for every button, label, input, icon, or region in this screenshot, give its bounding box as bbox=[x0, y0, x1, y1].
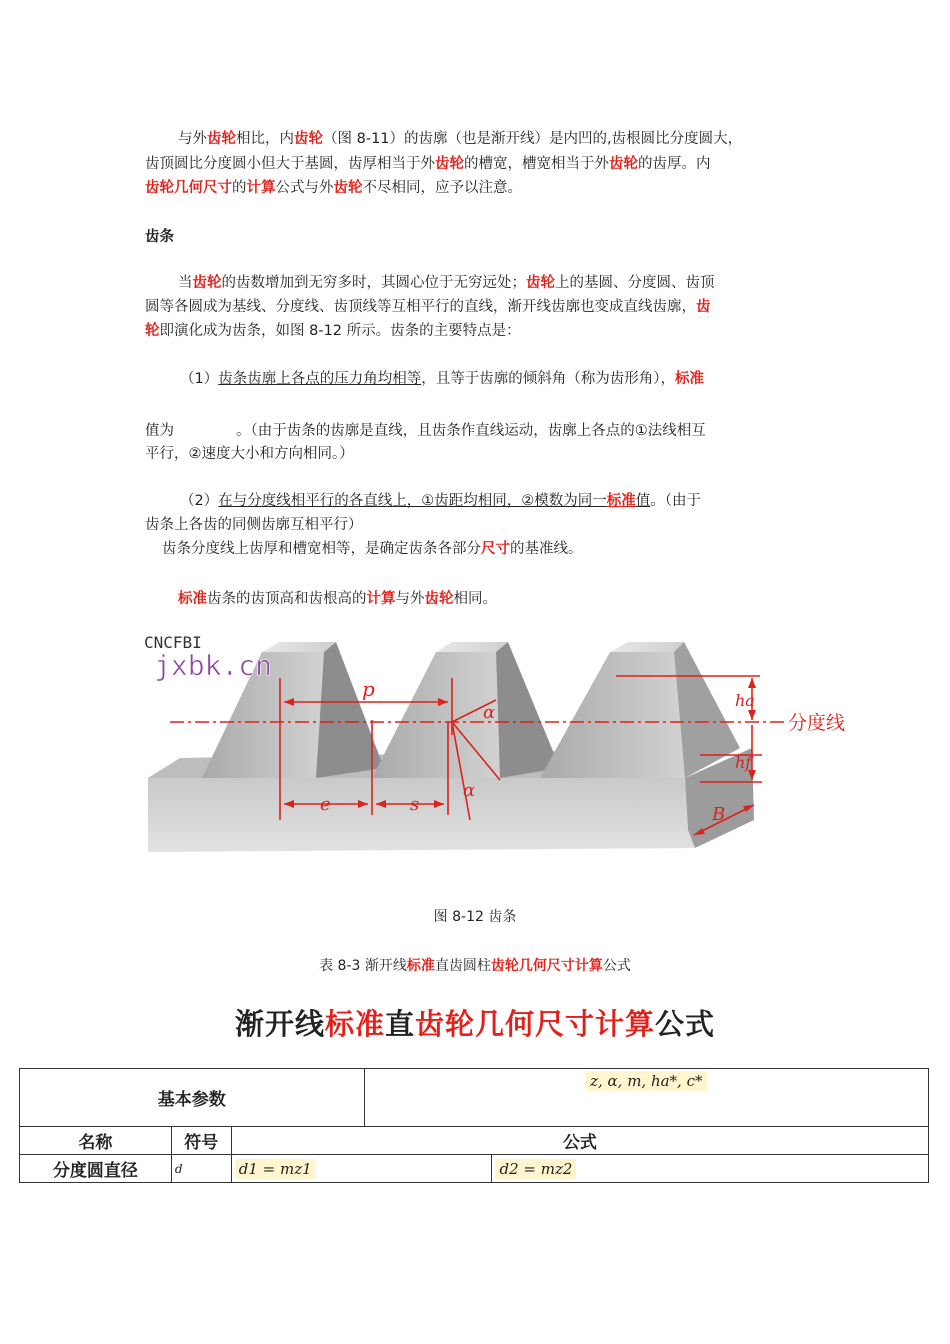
label-alpha-bottom: α bbox=[463, 780, 476, 801]
label-B: B bbox=[712, 804, 726, 825]
para1-line2: 齿顶圆比分度圆小但大于基圆，齿厚相当于外齿轮的槽宽，槽宽相当于外齿轮的齿厚。内 bbox=[145, 156, 711, 172]
table-caption: 表 8-3 渐开线标准直齿圆柱齿轮几何尺寸计算公式 bbox=[319, 958, 631, 974]
basic-params-value: z, α, m, ha*, c* bbox=[586, 1071, 706, 1091]
para2-line3: 轮即演化成为齿条，如图 8-12 所示。齿条的主要特点是： bbox=[145, 323, 521, 339]
basic-params-label: 基本参数 bbox=[20, 1069, 365, 1127]
label-hf: hf bbox=[735, 753, 752, 772]
label-e: e bbox=[320, 794, 331, 815]
rack-figure bbox=[140, 630, 865, 862]
rack-illustration bbox=[140, 630, 865, 862]
label-p: p bbox=[362, 677, 375, 701]
label-alpha-top: α bbox=[483, 702, 496, 723]
heading-rack: 齿条 bbox=[145, 229, 174, 245]
item1-line1: （1）齿条齿廓上各点的压力角均相等，且等于齿廓的倾斜角（称为齿形角），标准 bbox=[180, 371, 704, 387]
watermark: jxbk.cn bbox=[154, 649, 273, 682]
row1-symbol: d bbox=[171, 1155, 231, 1183]
item2-line3: 齿条分度线上齿厚和槽宽相等，是确定齿条各部分尺寸的基准线。 bbox=[162, 541, 583, 557]
figure-caption: 图 8-12 齿条 bbox=[433, 909, 517, 925]
para3: 标准齿条的齿顶高和齿根高的计算与外齿轮相同。 bbox=[178, 591, 497, 607]
label-ha: ha bbox=[735, 691, 755, 710]
row1-formula1: d1 = mz1 bbox=[235, 1159, 316, 1179]
row1-formula2: d2 = mz2 bbox=[495, 1159, 576, 1179]
item1-line2: 值为 。（由于齿条的齿廓是直线，且齿条作直线运动，齿廓上各点的①法线相互 bbox=[145, 423, 706, 439]
table-row bbox=[20, 1069, 929, 1127]
col-symbol: 符号 bbox=[171, 1127, 231, 1155]
table-header-row bbox=[20, 1127, 929, 1155]
para2-line1: 当齿轮的齿数增加到无穷多时，其圆心位于无穷远处；齿轮上的基圆、分度圆、齿顶 bbox=[178, 275, 715, 291]
label-pitch-line: 分度线 bbox=[788, 712, 846, 734]
para1-line3: 齿轮几何尺寸的计算公式与外齿轮不尽相同，应予以注意。 bbox=[145, 180, 522, 196]
col-formula: 公式 bbox=[231, 1127, 928, 1155]
row1-name: 分度圆直径 bbox=[20, 1155, 172, 1183]
formula-table bbox=[19, 1068, 929, 1183]
label-s: s bbox=[410, 794, 420, 815]
item2-line1: （2）在与分度线相平行的各直线上，①齿距均相同，②模数为同一标准值。（由于 bbox=[180, 493, 701, 509]
page-title: 渐开线标准直齿轮几何尺寸计算公式 bbox=[234, 1007, 716, 1041]
para2-line2: 圆等各圆成为基线、分度线、齿顶线等互相平行的直线，渐开线齿廓也变成直线齿廓，齿 bbox=[145, 299, 711, 315]
col-name: 名称 bbox=[20, 1127, 172, 1155]
table-row bbox=[20, 1155, 929, 1183]
item1-line3: 平行，②速度大小和方向相同。） bbox=[145, 446, 354, 462]
watermark-top: CNCFBI bbox=[144, 633, 202, 652]
item2-line2: 齿条上各齿的同侧齿廓互相平行） bbox=[145, 517, 363, 533]
para1-line1: 与外齿轮相比，内齿轮（图 8-11）的齿廓（也是渐开线）是内凹的,齿根圆比分度圆大， bbox=[178, 131, 743, 147]
